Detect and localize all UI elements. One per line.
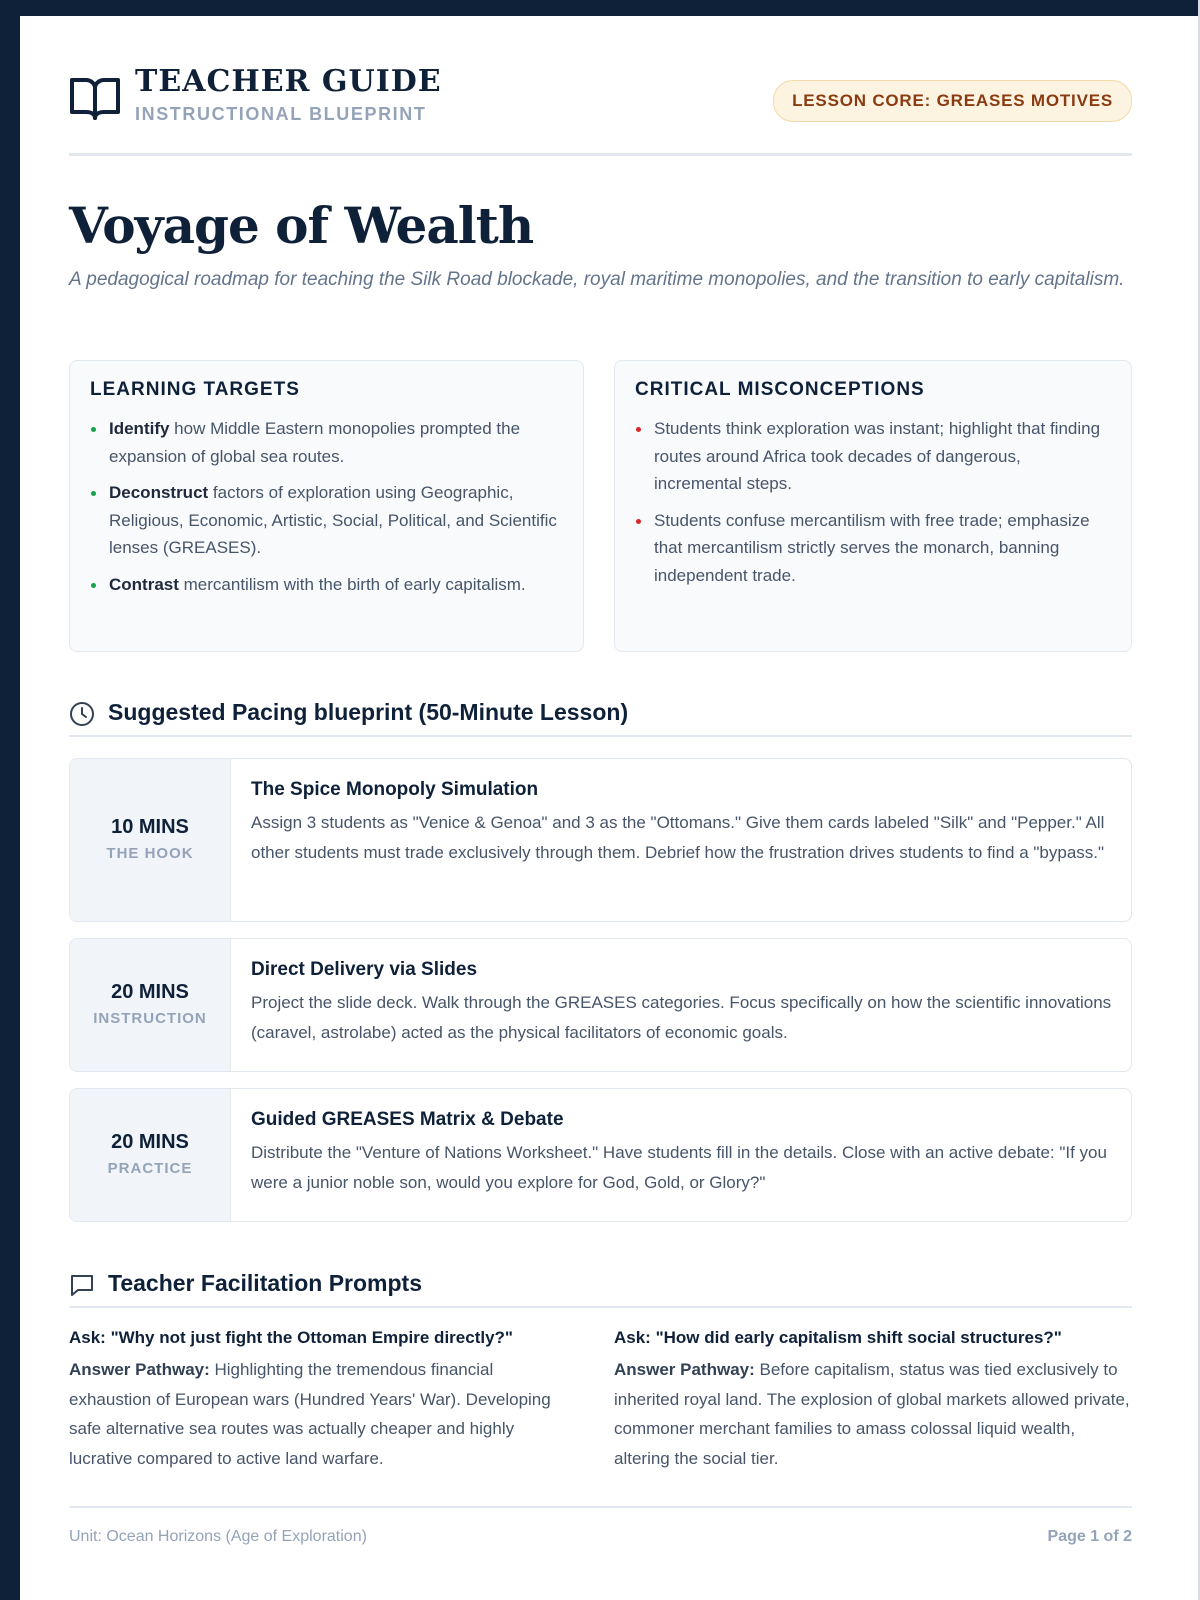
target-keyword: Identify: [109, 419, 170, 438]
pacing-body: [251, 959, 1113, 1047]
pacing-minutes: 20 MINS: [111, 1131, 189, 1153]
facilitation-prompt: [69, 1328, 569, 1473]
footer-unit: Unit: Ocean Horizons (Age of Exploration): [69, 1528, 367, 1545]
chat-bubble-icon: [69, 1272, 95, 1298]
bullet-icon: [636, 427, 641, 432]
pacing-activity-title: The Spice Monopoly Simulation: [251, 779, 539, 800]
answer-label: Answer Pathway:: [69, 1360, 210, 1379]
pacing-activity-desc: Distribute the "Venture of Nations Worksheet." Have students fill in the details. Close with an active debate: "If you were a junior noble son, would you explore for God, Gold, or Glory?": [251, 1143, 1107, 1192]
list-item: [90, 479, 563, 562]
pacing-minutes: 10 MINS: [111, 816, 189, 838]
pacing-phase: INSTRUCTION: [93, 1010, 207, 1027]
learning-targets-card: [69, 360, 584, 652]
bullet-icon: [636, 519, 641, 524]
pacing-divider: [69, 735, 1132, 737]
bullet-icon: [91, 491, 96, 496]
page-frame-top: [0, 0, 1200, 16]
brand-subtitle: INSTRUCTIONAL BLUEPRINT: [135, 104, 427, 124]
page-title: Voyage of Wealth: [69, 196, 534, 255]
document-page: [69, 16, 1132, 1600]
learning-targets-heading: LEARNING TARGETS: [90, 379, 300, 400]
answer-label: Answer Pathway:: [614, 1360, 755, 1379]
list-item: [635, 415, 1111, 498]
target-keyword: Contrast: [109, 574, 179, 594]
prompts-heading: Teacher Facilitation Prompts: [108, 1270, 422, 1296]
lesson-core-badge: LESSON CORE: GREASES MOTIVES: [773, 80, 1132, 122]
clock-icon: [69, 701, 95, 727]
pacing-section-header: [69, 697, 1132, 731]
misconceptions-list: [635, 415, 1111, 589]
prompt-answer: [614, 1355, 1132, 1473]
facilitation-prompt: [614, 1328, 1132, 1473]
header-divider: [69, 153, 1132, 156]
prompt-question: Ask: "How did early capitalism shift social structures?": [614, 1328, 1062, 1347]
pacing-phase: THE HOOK: [106, 845, 194, 862]
pacing-row-instruction: [69, 938, 1132, 1072]
pacing-body: [251, 779, 1113, 867]
brand-title: TEACHER GUIDE: [135, 64, 442, 99]
pacing-minutes: 20 MINS: [111, 981, 189, 1003]
pacing-phase: PRACTICE: [107, 1160, 193, 1177]
prompt-question: Ask: "Why not just fight the Ottoman Empire directly?": [69, 1328, 513, 1347]
pacing-activity-title: Guided GREASES Matrix & Debate: [251, 1109, 564, 1130]
prompts-section-header: [69, 1268, 1132, 1302]
target-text: how Middle Eastern monopolies prompted the expansion of global sea routes.: [109, 419, 521, 466]
pacing-row-practice: [69, 1088, 1132, 1222]
document-header: [69, 64, 1132, 138]
pacing-row-hook: [69, 758, 1132, 922]
list-item: [90, 571, 563, 599]
pacing-time-cell: [70, 759, 231, 921]
list-item: [90, 415, 563, 470]
misconception-text: Students confuse mercantilism with free trade; emphasize that mercantilism strictly serves the monarch, banning independent trade.: [654, 510, 1090, 585]
prompts-divider: [69, 1306, 1132, 1308]
pacing-activity-desc: Assign 3 students as "Venice & Genoa" and 3 as the "Ottomans." Give them cards labeled "Silk" and "Pepper." All other students must trade exclusively through them. Debrief how the frustration drives students to find a "bypass.": [251, 813, 1105, 862]
pacing-body: [251, 1109, 1113, 1197]
misconceptions-card: [614, 360, 1132, 652]
prompt-answer: [69, 1355, 569, 1473]
page-subtitle: A pedagogical roadmap for teaching the Silk Road blockade, royal maritime monopolies, and the transition to early capitalism.: [69, 269, 1125, 290]
footer-divider: [69, 1506, 1132, 1508]
book-open-icon: [69, 74, 121, 122]
page-frame-left: [0, 0, 20, 1600]
misconception-text: Students think exploration was instant; highlight that finding routes around Africa took decades of dangerous, incremental steps.: [654, 419, 1101, 493]
list-item: [635, 507, 1111, 590]
bullet-icon: [91, 427, 96, 432]
pacing-activity-title: Direct Delivery via Slides: [251, 959, 478, 980]
page-number: Page 1 of 2: [1047, 1528, 1132, 1545]
target-text: mercantilism with the birth of early capitalism.: [178, 574, 526, 594]
target-text: factors of exploration using Geographic, Religious, Economic, Artistic, Social, Political, and Scientific lenses (GREASES).: [109, 483, 557, 557]
answer-text: Highlighting the tremendous financial exhaustion of European wars (Hundred Years' War). Developing safe alternative sea routes was actually cheaper and highly lucrative compared to active land warfare.: [69, 1360, 551, 1468]
pacing-time-cell: [70, 1089, 231, 1221]
misconceptions-heading: CRITICAL MISCONCEPTIONS: [635, 379, 925, 400]
pacing-heading: Suggested Pacing blueprint (50-Minute Lesson): [108, 699, 629, 725]
bullet-icon: [91, 583, 96, 588]
learning-targets-list: [90, 415, 563, 598]
pacing-activity-desc: Project the slide deck. Walk through the GREASES categories. Focus specifically on how the scientific innovations (caravel, astrolabe) acted as the physical facilitators of economic goals.: [251, 993, 1112, 1042]
pacing-time-cell: [70, 939, 231, 1071]
target-keyword: Deconstruct: [109, 483, 209, 502]
answer-text: Before capitalism, status was tied exclusively to inherited royal land. The explosion of global markets allowed private, commoner merchant families to amass colossal liquid wealth, altering the social tier.: [614, 1360, 1130, 1468]
